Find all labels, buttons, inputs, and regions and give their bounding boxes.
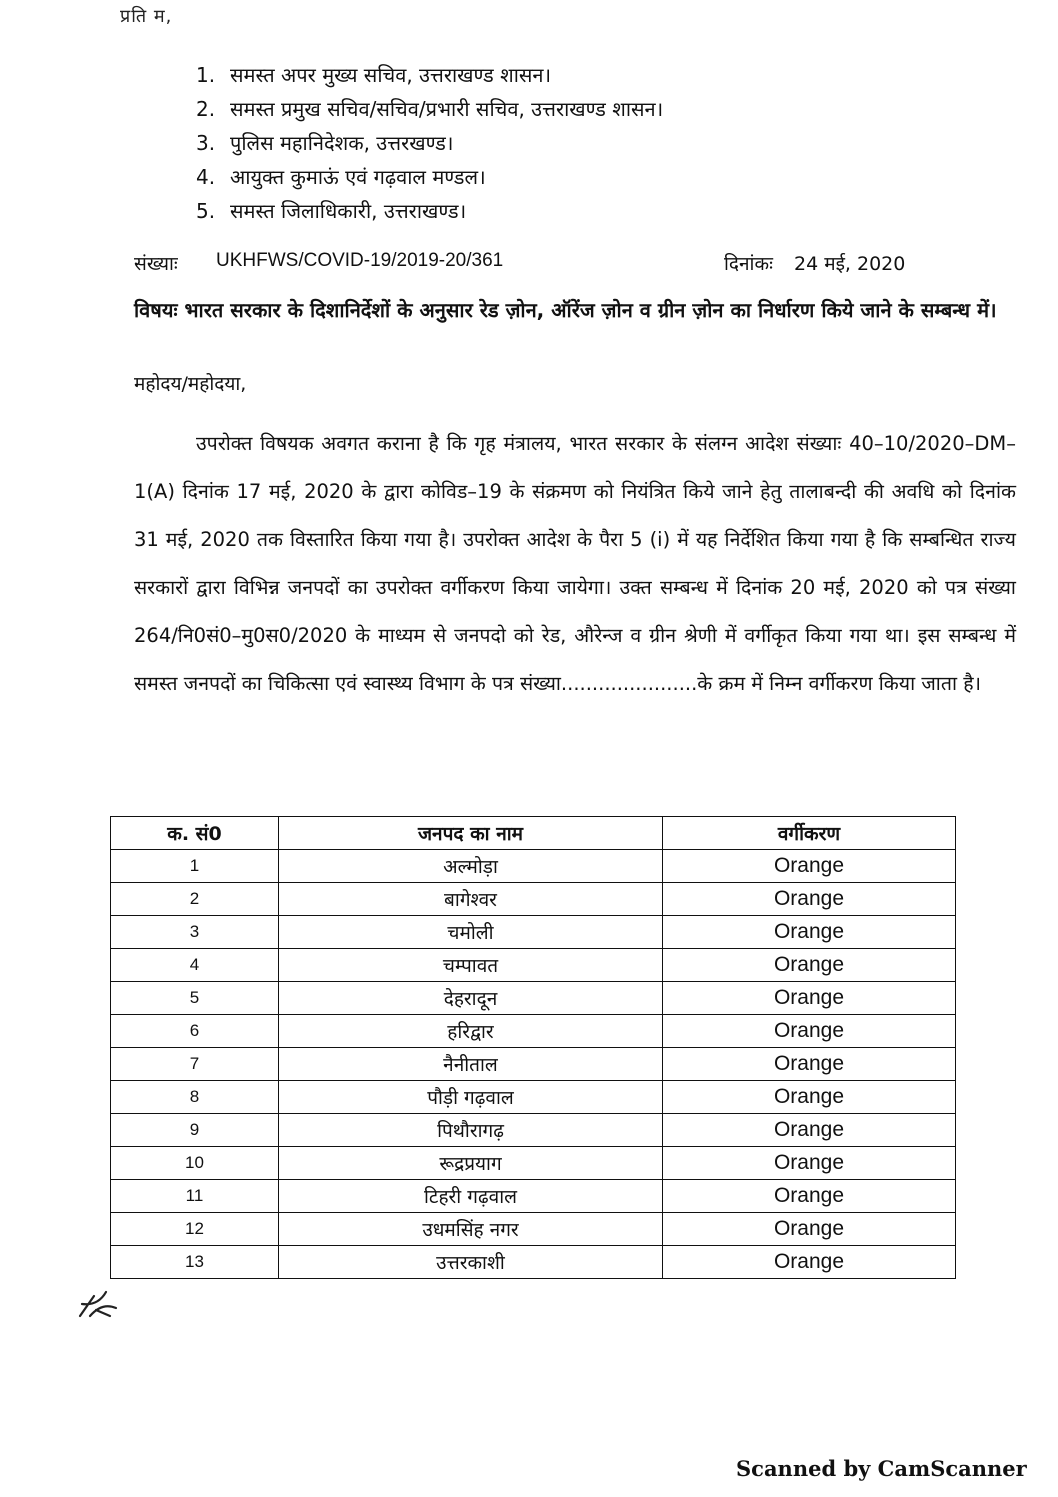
camscanner-watermark: Scanned by CamScanner (736, 1456, 1027, 1481)
district-cell: चमोली (279, 916, 663, 949)
recipient-number: 4. (196, 165, 216, 189)
classification-cell: Orange (663, 1015, 956, 1048)
date-value: 24 मई, 2020 (794, 253, 906, 275)
table-row (111, 1048, 956, 1081)
classification-cell: Orange (663, 1246, 956, 1279)
table-row (111, 883, 956, 916)
recipient-text: समस्त अपर मुख्य सचिव, उत्तराखण्ड शासन। (230, 63, 552, 87)
subject-line: विषयः भारत सरकार के दिशानिर्देशों के अनुसार रेड ज़ोन, ऑरेंज ज़ोन व ग्रीन ज़ोन का निर्धारण किये जाने के सम्बन्ध में। (134, 298, 997, 322)
serial-cell: 6 (111, 1015, 279, 1048)
serial-cell: 8 (111, 1081, 279, 1114)
classification-cell: Orange (663, 916, 956, 949)
classification-cell: Orange (663, 1213, 956, 1246)
recipient-number: 1. (196, 63, 216, 87)
table-header-row (111, 817, 956, 850)
serial-cell: 2 (111, 883, 279, 916)
district-cell: उत्तरकाशी (279, 1246, 663, 1279)
recipient-list (196, 58, 896, 228)
handwritten-initials-icon (76, 1286, 122, 1322)
district-cell: पौड़ी गढ़वाल (279, 1081, 663, 1114)
table-row (111, 850, 956, 883)
recipient-number: 5. (196, 199, 216, 223)
table-row (111, 1147, 956, 1180)
classification-cell: Orange (663, 1147, 956, 1180)
classification-cell: Orange (663, 949, 956, 982)
table-row (111, 1180, 956, 1213)
district-cell: चम्पावत (279, 949, 663, 982)
recipient-item (196, 92, 896, 126)
classification-cell: Orange (663, 1180, 956, 1213)
reference-number: UKHFWS/COVID-19/2019-20/361 (216, 250, 504, 271)
column-header-district: जनपद का नाम (279, 817, 663, 850)
recipient-text: समस्त प्रमुख सचिव/सचिव/प्रभारी सचिव, उत्तराखण्ड शासन। (230, 97, 664, 121)
reference-line (134, 250, 924, 278)
serial-cell: 13 (111, 1246, 279, 1279)
district-cell: रूद्रप्रयाग (279, 1147, 663, 1180)
recipient-item (196, 126, 896, 160)
serial-cell: 3 (111, 916, 279, 949)
salutation: महोदय/महोदया, (134, 373, 247, 395)
serial-cell: 5 (111, 982, 279, 1015)
recipient-number: 3. (196, 131, 216, 155)
table-row (111, 982, 956, 1015)
table-row (111, 949, 956, 982)
classification-cell: Orange (663, 883, 956, 916)
district-cell: नैनीताल (279, 1048, 663, 1081)
classification-cell: Orange (663, 1081, 956, 1114)
serial-cell: 11 (111, 1180, 279, 1213)
recipient-item (196, 194, 896, 228)
serial-cell: 4 (111, 949, 279, 982)
table-row (111, 916, 956, 949)
serial-cell: 1 (111, 850, 279, 883)
district-cell: हरिद्वार (279, 1015, 663, 1048)
table-row (111, 1015, 956, 1048)
table-row (111, 1114, 956, 1147)
date-label: दिनांकः (724, 253, 773, 275)
district-cell: टिहरी गढ़वाल (279, 1180, 663, 1213)
district-cell: उधमसिंह नगर (279, 1213, 663, 1246)
serial-cell: 9 (111, 1114, 279, 1147)
column-header-classification: वर्गीकरण (663, 817, 956, 850)
classification-cell: Orange (663, 850, 956, 883)
district-cell: बागेश्वर (279, 883, 663, 916)
recipient-text: समस्त जिलाधिकारी, उत्तराखण्ड। (230, 199, 467, 223)
body-paragraph: उपरोक्त विषयक अवगत कराना है कि गृह मंत्रालय, भारत सरकार के संलग्न आदेश संख्याः 40–10/2020–DM– 1(A) दिनांक 17 मई, 2020 के द्वारा कोविड–19 के संक्रमण को नियंत्रित किये जाने हेतु तालाबन्दी की अवधि को दिनांक 31 मई, 2020 तक विस्तारित किया गया है। उपरोक्त आदेश के पैरा 5 (i) में यह निर्देशित किया गया है कि सम्बन्धित राज्य सरकारों द्वारा विभिन्न जनपदों का उपरोक्त वर्गीकरण किया जायेगा। उक्त सम्बन्ध में दिनांक 20 मई, 2020 को पत्र संख्या 264/नि0सं0–मु0स0/2020 के माध्यम से जनपदो को रेड, औरेन्ज व ग्रीन श्रेणी में वर्गीकृत किया गया था। इस सम्बन्ध में समस्त जनपदों का चिकित्सा एवं स्वास्थ्य विभाग के पत्र संख्या......................के क्रम में निम्न वर्गीकरण किया जाता है। (134, 432, 1016, 695)
table-row (111, 1246, 956, 1279)
district-cell: अल्मोड़ा (279, 850, 663, 883)
reference-label: संख्याः (134, 253, 178, 275)
serial-cell: 12 (111, 1213, 279, 1246)
classification-cell: Orange (663, 1114, 956, 1147)
recipient-number: 2. (196, 97, 216, 121)
recipient-item (196, 58, 896, 92)
recipient-text: पुलिस महानिदेशक, उत्तरखण्ड। (230, 131, 454, 155)
serial-cell: 7 (111, 1048, 279, 1081)
recipient-item (196, 160, 896, 194)
classification-cell: Orange (663, 982, 956, 1015)
district-cell: पिथौरागढ़ (279, 1114, 663, 1147)
top-fragment-text: प्रति म, (120, 6, 173, 27)
recipient-text: आयुक्त कुमाऊं एवं गढ़वाल मण्डल। (230, 165, 486, 189)
serial-cell: 10 (111, 1147, 279, 1180)
table-row (111, 1081, 956, 1114)
column-header-serial: क. सं0 (111, 817, 279, 850)
district-cell: देहरादून (279, 982, 663, 1015)
table-row (111, 1213, 956, 1246)
classification-cell: Orange (663, 1048, 956, 1081)
district-classification-table (110, 816, 956, 1279)
